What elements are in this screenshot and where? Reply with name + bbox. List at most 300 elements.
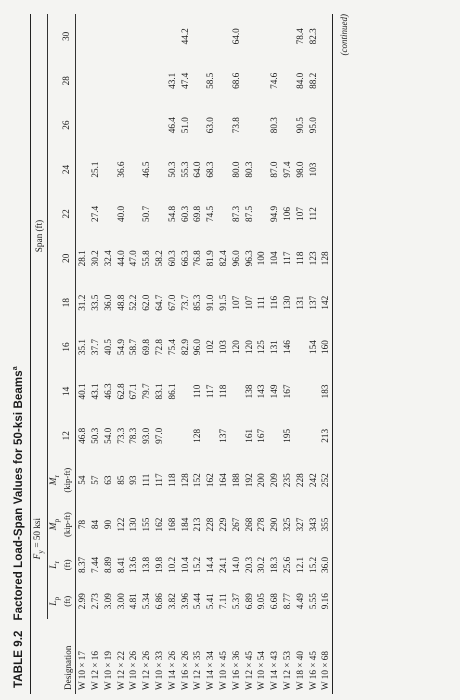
span-value-cell (153, 103, 166, 147)
load-span-table (30, 14, 333, 694)
span-value-cell: 120 (243, 340, 254, 354)
lp-cell: 9.16 (320, 593, 331, 610)
mr-cell: 128 (179, 473, 190, 488)
span-value-cell (281, 14, 294, 59)
span-value-cell: 30.2 (90, 250, 101, 267)
span-column-header: 16 (61, 342, 72, 352)
span-value-cell: 94.9 (269, 205, 280, 222)
lr-cell: 18.3 (269, 556, 280, 573)
lr-cell: 12.1 (294, 556, 305, 573)
table-number: TABLE 9.2 (12, 630, 25, 688)
span-value-cell (76, 192, 89, 236)
span-value-cell: 81.9 (205, 250, 216, 267)
lr-cell: 8.37 (77, 556, 88, 573)
lr-cell: 19.8 (154, 556, 165, 573)
span-value-cell: 183 (320, 384, 331, 399)
span-value-cell (102, 14, 115, 59)
span-value-cell: 107 (243, 295, 254, 310)
span-column-header: 20 (61, 253, 72, 263)
span-value-cell: 74.5 (205, 205, 216, 222)
table-row (230, 14, 243, 694)
span-value-cell: 46.4 (166, 117, 177, 134)
mp-cell: 327 (294, 517, 305, 532)
mp-cell: 278 (256, 517, 267, 532)
span-value-cell: 107 (294, 207, 305, 221)
mr-cell: 252 (320, 473, 331, 488)
lr-cell: 7.44 (90, 556, 101, 573)
lr-cell: 30.2 (256, 556, 267, 573)
lr-cell: 25.6 (282, 556, 293, 573)
span-value-cell: 103 (218, 340, 229, 354)
table-row (76, 14, 89, 694)
span-value-cell: 48.8 (115, 294, 126, 311)
span-value-cell (179, 414, 192, 458)
span-value-cell (115, 14, 128, 59)
mp-cell: 355 (320, 517, 331, 532)
span-value-cell: 137 (307, 295, 318, 310)
span-value-cell (191, 103, 204, 147)
span-value-cell (319, 192, 332, 236)
span-value-cell: 91.0 (205, 294, 216, 311)
span-column-header: 28 (61, 76, 72, 86)
designation-cell: W 16 × 45 (307, 651, 318, 690)
span-value-cell: 44.0 (115, 250, 126, 267)
span-value-cell (217, 59, 230, 103)
span-value-cell: 87.5 (243, 205, 254, 222)
lr-cell: 13.6 (128, 556, 139, 573)
param-header-3 (48, 458, 76, 502)
span-value-cell (127, 192, 140, 236)
designation-header: Designation (30, 619, 75, 694)
designation-cell: W 10 × 68 (320, 651, 331, 690)
span-value-cell: 117 (282, 251, 293, 266)
span-value-cell (217, 147, 230, 191)
fy-subscript: y (35, 549, 45, 554)
span-value-cell: 86.1 (166, 383, 177, 400)
table-row (115, 14, 128, 694)
table-row (191, 14, 204, 694)
mr-cell: 85 (115, 475, 126, 485)
span-value-cell (281, 103, 294, 147)
span-value-cell (191, 59, 204, 103)
span-value-cell: 44.2 (179, 28, 190, 45)
span-value-cell (153, 14, 166, 59)
table-row (166, 14, 179, 694)
table-row (204, 14, 217, 694)
span-value-cell: 33.5 (90, 294, 101, 311)
mr-cell: 228 (294, 473, 305, 488)
mp-cell: 78 (77, 519, 88, 530)
span-column-header: 22 (61, 209, 72, 219)
span-value-cell: 88.2 (307, 72, 318, 89)
span-value-cell (153, 147, 166, 191)
span-value-cell (89, 14, 102, 59)
span-value-cell: 51.0 (179, 117, 190, 134)
span-value-cell: 75.4 (166, 339, 177, 356)
lp-cell: 6.86 (154, 593, 165, 610)
span-value-cell (115, 103, 128, 147)
span-header: Span (ft) (30, 14, 48, 458)
span-value-cell: 106 (282, 207, 293, 221)
designation-cell: W 10 × 54 (256, 651, 267, 690)
span-value-cell (294, 325, 307, 369)
span-value-cell (191, 14, 204, 59)
span-value-cell: 68.3 (205, 161, 216, 178)
span-value-cell (76, 59, 89, 103)
footnote-mark: a (12, 366, 19, 371)
span-value-cell (102, 147, 115, 191)
table-row (243, 14, 256, 694)
span-value-cell: 111 (256, 296, 267, 310)
span-value-cell: 102 (205, 340, 216, 354)
lr-cell: 13.8 (141, 556, 152, 573)
span-value-cell (268, 14, 281, 59)
lp-cell: 5.34 (141, 593, 152, 610)
fy-symbol: F (31, 553, 42, 560)
span-value-cell (102, 59, 115, 103)
span-value-cell: 123 (307, 251, 318, 266)
span-value-cell (204, 14, 217, 59)
span-value-cell (76, 103, 89, 147)
designation-cell: W 10 × 17 (77, 651, 88, 690)
table-row (268, 14, 281, 694)
mp-cell: 325 (282, 517, 293, 532)
span-value-cell (179, 369, 192, 413)
param-header-1 (48, 547, 76, 583)
table-row (255, 14, 268, 694)
span-value-cell: 74.6 (269, 72, 280, 89)
table-row (307, 14, 320, 694)
lr-cell: 20.3 (243, 556, 254, 573)
mp-cell: 343 (307, 517, 318, 532)
span-value-cell: 131 (269, 340, 280, 354)
mr-cell: 209 (269, 473, 280, 488)
span-value-cell (127, 103, 140, 147)
table-row (153, 14, 166, 694)
span-value-cell: 47.0 (128, 250, 139, 267)
span-value-cell: 120 (230, 340, 241, 354)
span-value-cell (319, 103, 332, 147)
span-value-cell: 52.2 (128, 294, 139, 311)
span-value-cell (255, 147, 268, 191)
mp-cell: 122 (115, 517, 126, 532)
table-row (217, 14, 230, 694)
span-value-cell: 110 (192, 384, 203, 399)
span-value-cell (255, 192, 268, 236)
span-value-cell: 96.0 (192, 339, 203, 356)
lp-cell: 2.73 (90, 593, 101, 610)
span-value-cell: 54.0 (102, 427, 113, 444)
span-value-cell: 73.3 (115, 427, 126, 444)
designation-cell: W 14 × 34 (205, 651, 216, 690)
span-value-cell: 90.5 (294, 117, 305, 134)
lr-cell: 14.4 (205, 556, 216, 573)
lr-cell: 15.2 (192, 556, 203, 573)
span-value-cell: 100 (256, 251, 267, 266)
span-value-cell (127, 147, 140, 191)
span-value-cell: 118 (294, 251, 305, 266)
span-value-cell: 50.3 (166, 161, 177, 178)
mr-cell: 111 (141, 473, 152, 487)
mr-cell: 93 (128, 475, 139, 485)
span-value-cell: 161 (243, 428, 254, 443)
span-value-cell (127, 59, 140, 103)
span-value-cell: 131 (294, 295, 305, 310)
span-value-cell: 46.5 (141, 161, 152, 178)
param-subscript: r (52, 475, 62, 478)
lp-cell: 6.89 (243, 593, 254, 610)
param-unit: (ft) (62, 595, 73, 607)
lp-cell: 3.82 (166, 593, 177, 610)
mr-cell: 54 (77, 475, 88, 485)
span-value-cell: 40.0 (115, 205, 126, 222)
mp-cell: 228 (205, 517, 216, 532)
span-value-cell: 107 (230, 295, 241, 310)
span-value-cell: 64.0 (192, 161, 203, 178)
span-value-cell: 64.0 (230, 28, 241, 45)
span-value-cell: 28.1 (77, 250, 88, 267)
span-column-header: 30 (61, 31, 72, 41)
span-value-cell: 96.0 (230, 250, 241, 267)
span-value-cell (140, 103, 153, 147)
param-unit: (kip-ft) (62, 512, 73, 537)
mr-cell: 152 (192, 473, 203, 488)
lp-cell: 7.11 (218, 593, 229, 610)
span-value-cell: 143 (256, 384, 267, 399)
span-value-cell: 85.3 (192, 294, 203, 311)
span-value-cell (255, 103, 268, 147)
lp-cell: 5.37 (230, 593, 241, 610)
span-value-cell: 116 (269, 295, 280, 310)
fy-value: = 50 ksi (31, 517, 42, 550)
span-value-cell (127, 14, 140, 59)
span-value-cell: 195 (282, 428, 293, 443)
span-value-cell: 97.0 (154, 427, 165, 444)
span-value-cell (319, 14, 332, 59)
span-value-cell: 55.8 (141, 250, 152, 267)
span-value-cell: 78.3 (128, 427, 139, 444)
param-subscript: p (52, 596, 62, 601)
designation-cell: W 16 × 26 (179, 651, 190, 690)
span-value-cell: 146 (282, 340, 293, 354)
lp-cell: 4.49 (294, 593, 305, 610)
designation-cell: W 10 × 26 (128, 651, 139, 690)
lp-cell: 4.81 (128, 593, 139, 610)
span-value-cell: 82.3 (307, 28, 318, 45)
designation-cell: W 12 × 53 (282, 651, 293, 690)
span-value-cell (140, 59, 153, 103)
span-value-cell: 73.7 (179, 294, 190, 311)
span-value-cell (243, 103, 256, 147)
table-row (89, 14, 102, 694)
span-value-cell: 130 (282, 295, 293, 310)
table-row (127, 14, 140, 694)
mp-cell: 168 (166, 517, 177, 532)
span-value-cell (255, 14, 268, 59)
param-subscript: r (52, 561, 62, 564)
span-value-cell: 63.0 (205, 117, 216, 134)
span-value-cell: 60.3 (179, 205, 190, 222)
lr-cell: 8.89 (102, 556, 113, 573)
mr-cell: 117 (154, 473, 165, 487)
span-value-cell (115, 59, 128, 103)
param-header-2 (48, 502, 76, 546)
span-value-cell: 103 (307, 162, 318, 177)
span-value-cell: 93.0 (141, 427, 152, 444)
lp-cell: 8.77 (282, 593, 293, 610)
span-value-cell: 40.1 (77, 383, 88, 400)
span-value-cell: 142 (320, 295, 331, 310)
span-value-cell (89, 103, 102, 147)
param-unit: (kip-ft) (62, 467, 73, 493)
mp-cell: 184 (179, 517, 190, 532)
span-value-cell (307, 414, 320, 458)
span-value-cell: 55.3 (179, 161, 190, 178)
lp-cell: 3.00 (115, 593, 126, 610)
designation-cell: W 12 × 26 (141, 651, 152, 690)
span-value-cell: 40.5 (102, 339, 113, 356)
span-column-header: 26 (61, 120, 72, 130)
span-value-cell: 128 (320, 251, 331, 266)
continued-note: (continued) (339, 14, 350, 56)
span-value-cell: 58.2 (154, 250, 165, 267)
designation-cell: W 12 × 45 (243, 651, 254, 690)
mp-cell: 130 (128, 517, 139, 532)
span-value-cell (166, 414, 179, 458)
lp-cell: 2.99 (77, 593, 88, 610)
lr-cell: 10.2 (166, 556, 177, 573)
mr-cell: 192 (243, 473, 254, 488)
lr-cell: 15.2 (307, 556, 318, 573)
span-value-cell: 82.4 (218, 250, 229, 267)
designation-cell: W 16 × 36 (230, 651, 241, 690)
param-symbol: M (48, 477, 59, 486)
table-row (140, 14, 153, 694)
designation-cell: W 14 × 43 (269, 651, 280, 690)
mr-cell: 200 (256, 473, 267, 488)
span-value-cell: 36.6 (115, 161, 126, 178)
param-unit: (ft) (62, 559, 73, 571)
lp-cell: 3.09 (102, 593, 113, 610)
span-value-cell (319, 147, 332, 191)
span-value-cell: 32.4 (102, 250, 113, 267)
span-value-cell (102, 103, 115, 147)
span-value-cell: 84.0 (294, 72, 305, 89)
span-value-cell (153, 59, 166, 103)
span-value-cell: 96.3 (243, 250, 254, 267)
table-caption: Factored Load-Span Values for 50-ksi Beams (12, 370, 25, 621)
designation-cell: W 10 × 33 (154, 651, 165, 690)
designation-cell: W 12 × 35 (192, 651, 203, 690)
span-column-header: 14 (61, 386, 72, 397)
span-value-cell: 87.3 (230, 205, 241, 222)
span-value-cell: 25.1 (90, 161, 101, 178)
mp-cell: 84 (90, 519, 101, 530)
span-value-cell: 31.2 (77, 294, 88, 311)
mr-cell: 164 (218, 473, 229, 488)
mp-cell: 213 (192, 517, 203, 532)
span-value-cell: 125 (256, 340, 267, 354)
mr-cell: 242 (307, 473, 318, 488)
span-value-cell: 67.0 (166, 294, 177, 311)
span-value-cell (76, 14, 89, 59)
span-value-cell: 60.3 (166, 250, 177, 267)
span-value-cell: 66.3 (179, 250, 190, 267)
span-value-cell: 97.4 (282, 161, 293, 178)
span-value-cell: 36.0 (102, 294, 113, 311)
lr-cell: 8.41 (115, 556, 126, 573)
mp-cell: 162 (154, 517, 165, 532)
designation-cell: W 14 × 26 (166, 651, 177, 690)
lp-cell: 5.44 (192, 593, 203, 610)
span-value-cell: 64.7 (154, 294, 165, 311)
mp-cell: 155 (141, 517, 152, 532)
span-value-cell (319, 59, 332, 103)
span-value-cell (217, 192, 230, 236)
span-value-cell (204, 414, 217, 458)
table-title (12, 12, 25, 688)
param-subscript: p (52, 518, 62, 523)
span-value-cell (217, 14, 230, 59)
mp-cell: 229 (218, 517, 229, 532)
span-value-cell: 83.1 (154, 383, 165, 400)
span-value-cell (243, 14, 256, 59)
span-value-cell (102, 192, 115, 236)
mr-cell: 235 (282, 473, 293, 488)
span-value-cell: 37.7 (90, 339, 101, 356)
span-value-cell: 138 (243, 384, 254, 399)
designation-cell: W 18 × 40 (294, 651, 305, 690)
mr-cell: 63 (102, 475, 113, 485)
mp-cell: 267 (230, 517, 241, 532)
span-value-cell: 117 (205, 384, 216, 399)
mr-cell: 57 (90, 475, 101, 485)
span-value-cell: 167 (282, 384, 293, 399)
span-value-cell (294, 414, 307, 458)
lr-cell: 36.0 (320, 556, 331, 573)
span-value-cell: 67.1 (128, 383, 139, 400)
span-value-cell (281, 59, 294, 103)
designation-cell: W 10 × 19 (102, 651, 113, 690)
span-value-cell: 87.0 (269, 161, 280, 178)
span-value-cell: 43.1 (90, 383, 101, 400)
span-value-cell: 213 (320, 428, 331, 443)
span-value-cell: 73.8 (230, 117, 241, 134)
span-value-cell: 80.0 (230, 161, 241, 178)
span-value-cell (153, 192, 166, 236)
span-value-cell (294, 369, 307, 413)
table-row (102, 14, 115, 694)
lr-cell: 24.1 (218, 556, 229, 573)
span-value-cell: 62.8 (115, 383, 126, 400)
span-value-cell: 46.3 (102, 383, 113, 400)
span-value-cell (268, 414, 281, 458)
span-value-cell: 78.4 (294, 28, 305, 45)
span-value-cell: 167 (256, 428, 267, 443)
span-value-cell: 58.7 (128, 339, 139, 356)
span-value-cell (230, 414, 243, 458)
param-header-0 (48, 583, 76, 619)
mp-cell: 268 (243, 517, 254, 532)
span-value-cell: 98.0 (294, 161, 305, 178)
span-value-cell: 82.9 (179, 339, 190, 356)
span-value-cell: 112 (307, 207, 318, 221)
span-value-cell: 76.8 (192, 250, 203, 267)
designation-cell: W 12 × 16 (90, 651, 101, 690)
span-value-cell: 118 (218, 384, 229, 399)
span-value-cell: 80.3 (243, 161, 254, 178)
span-value-cell: 47.4 (179, 72, 190, 89)
